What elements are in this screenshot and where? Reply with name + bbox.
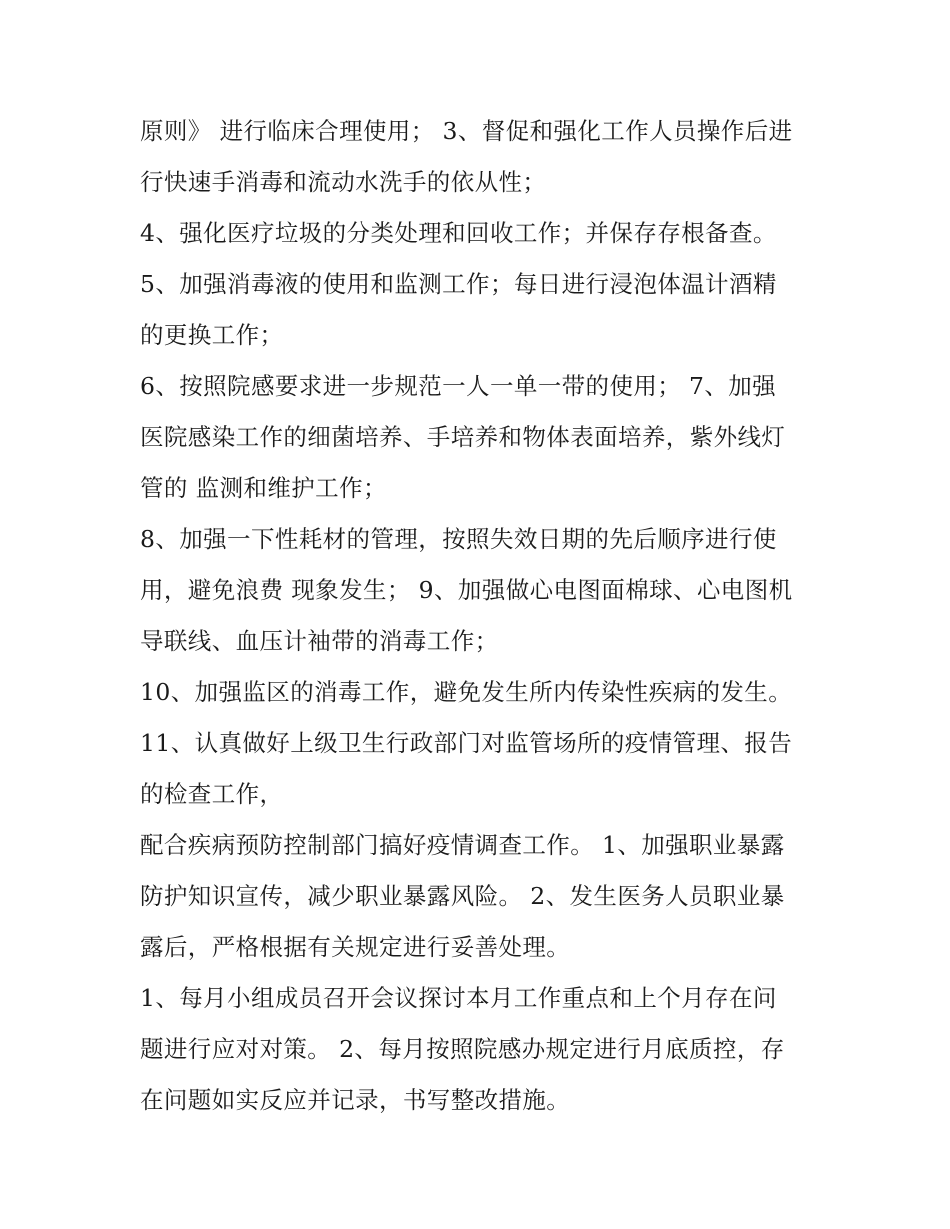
text-line: 4、强化医疗垃圾的分类处理和回收工作；并保存存根备查。 <box>140 219 777 247</box>
text-line: 5、加强消毒液的使用和监测工作；每日进行浸泡体温计酒精 <box>140 270 777 298</box>
text-line: 配合疾病预防控制部门搞好疫情调查工作。 1、加强职业暴露 <box>140 831 785 859</box>
text-line: 导联线、血压计袖带的消毒工作； <box>140 627 499 655</box>
document-body <box>140 106 820 1126</box>
text-line: 用，避免浪费 现象发生； 9、加强做心电图面棉球、心电图机 <box>140 576 793 604</box>
text-line: 8、加强一下性耗材的管理，按照失效日期的先后顺序进行使 <box>140 525 777 553</box>
text-line: 露后，严格根据有关规定进行妥善处理。 <box>140 933 571 961</box>
text-line: 的检查工作， <box>140 780 284 808</box>
text-line: 的更换工作； <box>140 321 284 349</box>
text-line: 10、加强监区的消毒工作，避免发生所内传染性疾病的发生。 <box>140 678 793 706</box>
text-line: 11、认真做好上级卫生行政部门对监管场所的疫情管理、报告 <box>140 729 793 757</box>
text-line: 题进行应对对策。 2、每月按照院感办规定进行月底质控，存 <box>140 1035 785 1063</box>
text-line: 在问题如实反应并记录，书写整改措施。 <box>140 1086 571 1114</box>
text-line: 防护知识宣传，减少职业暴露风险。 2、发生医务人员职业暴 <box>140 882 785 910</box>
text-line: 医院感染工作的细菌培养、手培养和物体表面培养，紫外线灯 <box>140 423 786 451</box>
text-line: 原则》 进行临床合理使用； 3、督促和强化工作人员操作后进 <box>140 117 793 145</box>
text-line: 6、按照院感要求进一步规范一人一单一带的使用； 7、加强 <box>140 372 777 400</box>
text-line: 1、每月小组成员召开会议探讨本月工作重点和上个月存在问 <box>140 984 777 1012</box>
text-line: 行快速手消毒和流动水洗手的依从性； <box>140 168 547 196</box>
text-line: 管的 监测和维护工作； <box>140 474 387 502</box>
